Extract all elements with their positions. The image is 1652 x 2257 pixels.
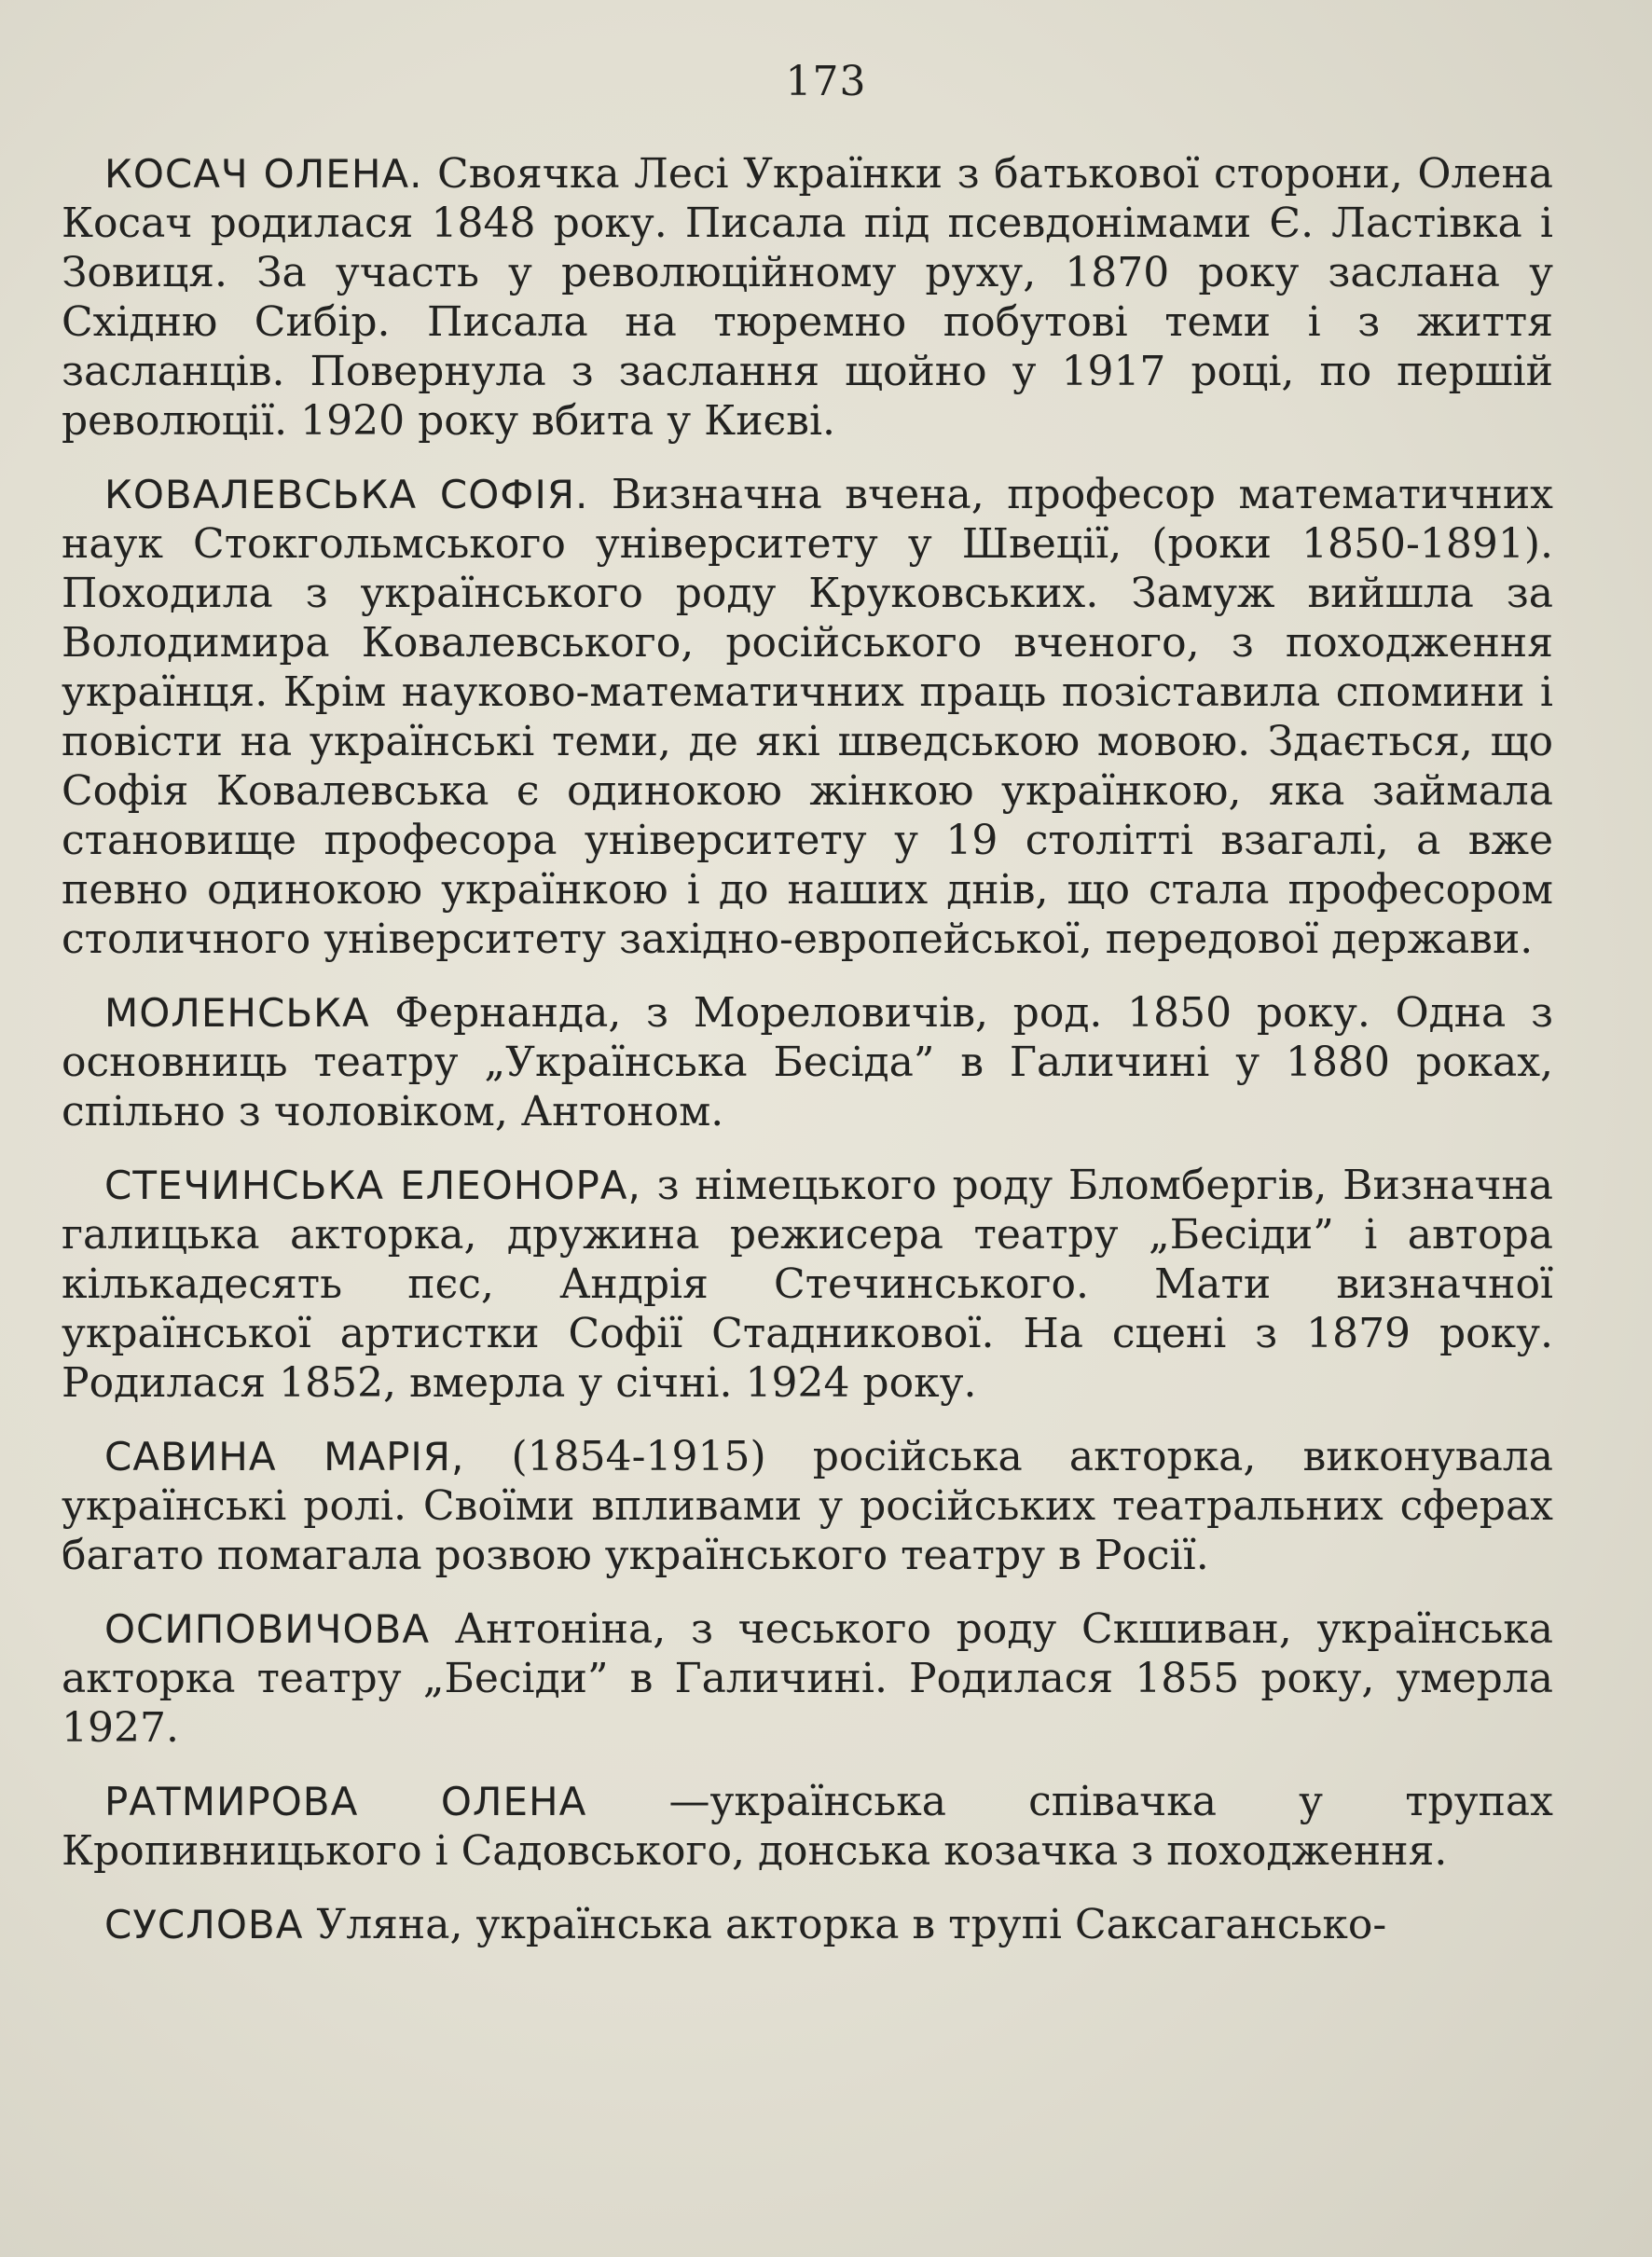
entry-text: Уляна, українська акторка в трупі Саксагансько- <box>303 1901 1387 1948</box>
entry-molenska <box>62 988 1553 1136</box>
entry-text: з німецького роду Бломбергів, Визначна галицька акторка, дружина режисера театру „Бесіди” і автора кількадесять пєс, Андрія Стечинського. Мати визначної української артистки Софії Стадникової. На сцені з 1879 року. Родилася 1852, вмерла у січні. 1924 року. <box>62 1162 1553 1407</box>
entry-stechynska <box>62 1161 1553 1408</box>
entry-suslova <box>62 1900 1553 1949</box>
entry-name: ОСИПОВИЧОВА <box>104 1606 431 1652</box>
entry-text: Визначна вчена, професор математичних наук Стокгольмського університету у Швеції, (роки 1850-1891). Походила з українського роду Круковських. Замуж вийшла за Володимира Ковалевського, російського вченого, з походження українця. Крім науково-математичних праць позіставила спомини і повісти на українські теми, де які шведською мовою. Здається, що Софія Ковалевська є одинокою жінкою українкою, яка займала становище професора університету у 19 столітті взагалі, а вже певно одинокою українкою і до наших днів, що стала професором столичного університету західно-европейської, передової держави. <box>62 471 1553 963</box>
entry-savyna <box>62 1432 1553 1580</box>
page-number: 173 <box>785 58 867 105</box>
entry-name: СУСЛОВА <box>104 1902 304 1947</box>
entry-osypovychova <box>62 1604 1553 1753</box>
entry-name: САВИНА МАРІЯ, <box>104 1434 465 1479</box>
entry-name: СТЕЧИНСЬКА ЕЛЕОНОРА, <box>104 1163 641 1208</box>
entry-kosach <box>62 149 1553 446</box>
entry-text: (1854-1915) російська акторка, виконувала українські ролі. Своїми впливами у російських театральних сферах багато помагала розвою українського театру в Росії. <box>62 1433 1553 1579</box>
entries-list <box>62 149 1553 1974</box>
entry-name: МОЛЕНСЬКА <box>104 990 370 1036</box>
entry-text: Фернанда, з Мореловичів, род. 1850 року. Одна з основниць театру „Українська Бесіда” в Галичині у 1880 роках, спільно з чоловіком, Антоном. <box>62 989 1553 1135</box>
entry-name: КОСАЧ ОЛЕНА. <box>104 151 423 197</box>
entry-text: Антоніна, з чеського роду Скшиван, українська акторка театру „Бесіди” в Галичині. Родилася 1855 року, умерла 1927. <box>62 1605 1553 1752</box>
entry-kovalevska <box>62 470 1553 964</box>
entry-name: РАТМИРОВА ОЛЕНА <box>104 1779 587 1824</box>
entry-name: КОВАЛЕВСЬКА СОФІЯ. <box>104 472 589 517</box>
entry-text: —українська співачка у трупах Кропивницького і Садовського, донська козачка з походження. <box>62 1778 1553 1875</box>
entry-text: Своячка Лесі Українки з батькової сторони, Олена Косач родилася 1848 року. Писала під псевдонімами Є. Ластівка і Зовиця. За участь у революційному руху, 1870 року заслана у Східню Сибір. Писала на тюремно побутові теми і з життя засланців. Повернула з заслання щойно у 1917 році, по першій революції. 1920 року вбита у Києві. <box>62 150 1553 445</box>
entry-ratmyrova <box>62 1777 1553 1876</box>
